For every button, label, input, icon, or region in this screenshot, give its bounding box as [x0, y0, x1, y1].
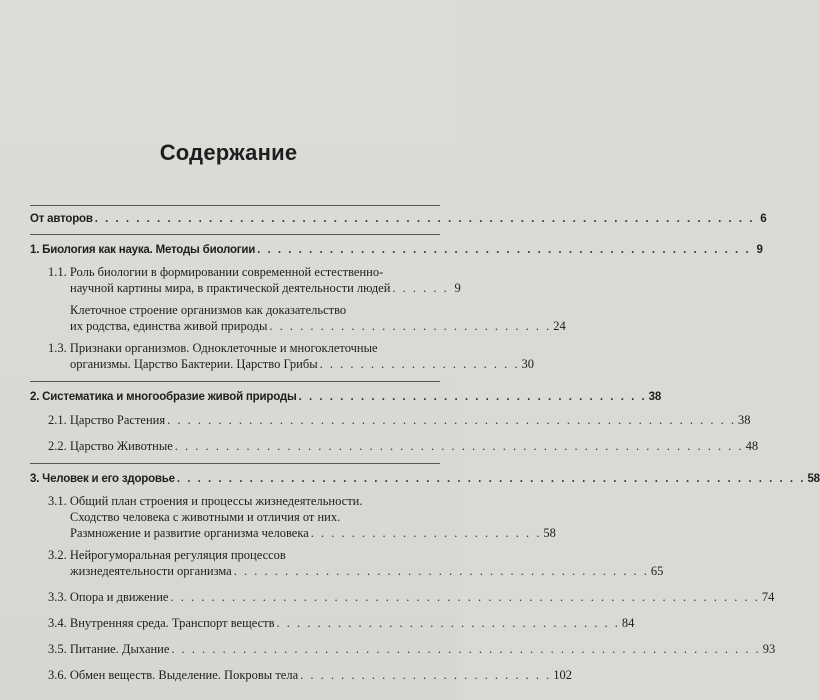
entry-line: научной картины мира, в практической деятельности людей: [70, 281, 391, 295]
toc-entry: [48, 667, 572, 683]
page-number: 38: [648, 391, 662, 403]
entry-line: 3.3. Опора и движение: [48, 590, 169, 604]
entry-line: 3.6. Обмен веществ. Выделение. Покровы тела: [48, 668, 299, 682]
leader-dots: . . . . . . . . . . . . . . . . . . . . . . . . . . . . . . . . . . . . . . . . . . . . . . . . . . . . . . . .: [174, 439, 744, 453]
entry-line: 3.1. Общий план строения и процессы жизнедеятельности.: [48, 494, 363, 508]
entry-line: организмы. Царство Бактерии. Царство Грибы: [70, 357, 318, 371]
leader-dots: . . . . . .: [392, 281, 449, 295]
entry-line: Клеточное строение организмов как доказательство: [70, 303, 347, 317]
entry-line: 3.4. Внутренняя среда. Транспорт веществ: [48, 616, 275, 630]
page-number: 102: [553, 668, 572, 682]
toc-section: [30, 234, 763, 381]
toc-entry: [48, 264, 461, 296]
page-number: 93: [762, 642, 776, 656]
leader-dots: . . . . . . . . . . . . . . . . . . . . . . . . . . . . . . . . . . . . . . . . . . . . . . . . . . . . . . . . . . . . . . . .: [94, 213, 755, 225]
leader-dots: . . . . . . . . . . . . . . . . . . . . . . . . . . . . . . . . . . . . . . . . . . . . . . . . . . . . . . . . . .: [170, 590, 760, 604]
entry-line: 1.3. Признаки организмов. Одноклеточные и многоклеточные: [48, 341, 378, 355]
toc-section: [30, 205, 767, 234]
entry-line: 3.2. Нейрогуморальная регуляция процессов: [48, 548, 286, 562]
leader-dots: . . . . . . . . . . . . . . . . . . . . . . . . . . . .: [269, 319, 552, 333]
section-title: 2. Систематика и многообразие живой природы: [30, 391, 297, 403]
entry-line: Размножение и развитие организма человека: [70, 526, 309, 540]
entry-line: 2.2. Царство Животные: [48, 439, 173, 453]
page-number: 9: [454, 281, 461, 295]
toc-entry: [48, 589, 775, 605]
leader-dots: . . . . . . . . . . . . . . . . . . . .: [319, 357, 520, 371]
page-number: 6: [760, 213, 767, 225]
page-number: 30: [521, 357, 534, 371]
entry-line: их родства, единства живой природы: [70, 319, 268, 333]
leader-dots: . . . . . . . . . . . . . . . . . . . . . . . . . . . . . . . . . .: [276, 616, 620, 630]
toc-entry: [48, 493, 556, 541]
section-title: 1. Биология как наука. Методы биологии: [30, 244, 256, 256]
toc-entry: [48, 547, 664, 579]
entry-line: 2.1. Царство Растения: [48, 413, 166, 427]
leader-dots: . . . . . . . . . . . . . . . . . . . . . . . . . . . . . . . . . . . . . . . . . . . . . . . .: [257, 244, 751, 256]
entry-line: 1.1. Роль биологии в формировании современной естественно-: [48, 265, 384, 279]
toc-section-heading: [30, 211, 767, 227]
entry-line: 3.5. Питание. Дыхание: [48, 642, 170, 656]
page-number: 58: [807, 473, 820, 485]
toc-section-heading: [30, 389, 662, 405]
toc-entry: [48, 438, 759, 463]
leader-dots: . . . . . . . . . . . . . . . . . . . . . . . . . . . . . . . . . . . . . . . . . . . . . . . . . . . . . . . . . .: [171, 642, 761, 656]
page-number: 48: [745, 439, 759, 453]
leader-dots: . . . . . . . . . . . . . . . . . . . . . . . . . . . . . . . . . . . . . . . . . . . . . . . . . . . . . . . .: [167, 413, 736, 427]
leader-dots: . . . . . . . . . . . . . . . . . . . . . . . . . . . . . . . . . . . . . . . . . . . . . . . . . . . . . . . . . . . . .: [176, 473, 806, 485]
page-number: 58: [543, 526, 556, 540]
toc-section: [30, 381, 759, 463]
leader-dots: . . . . . . . . . . . . . . . . . . . . . . .: [310, 526, 542, 540]
leader-dots: . . . . . . . . . . . . . . . . . . . . . . . . .: [300, 668, 552, 682]
page-number: 9: [756, 244, 763, 256]
page-number: 65: [650, 564, 664, 578]
page-number: 38: [737, 413, 751, 427]
toc-entry: [48, 615, 635, 631]
toc-entry: [48, 340, 534, 381]
page-number: 24: [553, 319, 566, 333]
page-title: Содержание: [159, 140, 298, 165]
leader-dots: . . . . . . . . . . . . . . . . . . . . . . . . . . . . . . . . . . . . . . . . .: [233, 564, 649, 578]
table-of-contents: [30, 205, 820, 683]
leader-dots: . . . . . . . . . . . . . . . . . . . . . . . . . . . . . . . . . .: [298, 391, 647, 403]
toc-entry: [48, 412, 751, 428]
entry-line: жизнедеятельности организма: [70, 564, 232, 578]
entry-line: Сходство человека с животными и отличия от них.: [70, 510, 341, 524]
toc-entry: [48, 302, 566, 334]
toc-section-heading: [30, 242, 763, 258]
toc-entry: [48, 641, 776, 657]
section-title: От авторов: [30, 213, 93, 225]
toc-section-heading: [30, 471, 820, 487]
page-number: 84: [621, 616, 635, 630]
toc-section: [30, 463, 820, 683]
section-title: 3. Человек и его здоровье: [30, 473, 175, 485]
page-number: 74: [761, 590, 775, 604]
